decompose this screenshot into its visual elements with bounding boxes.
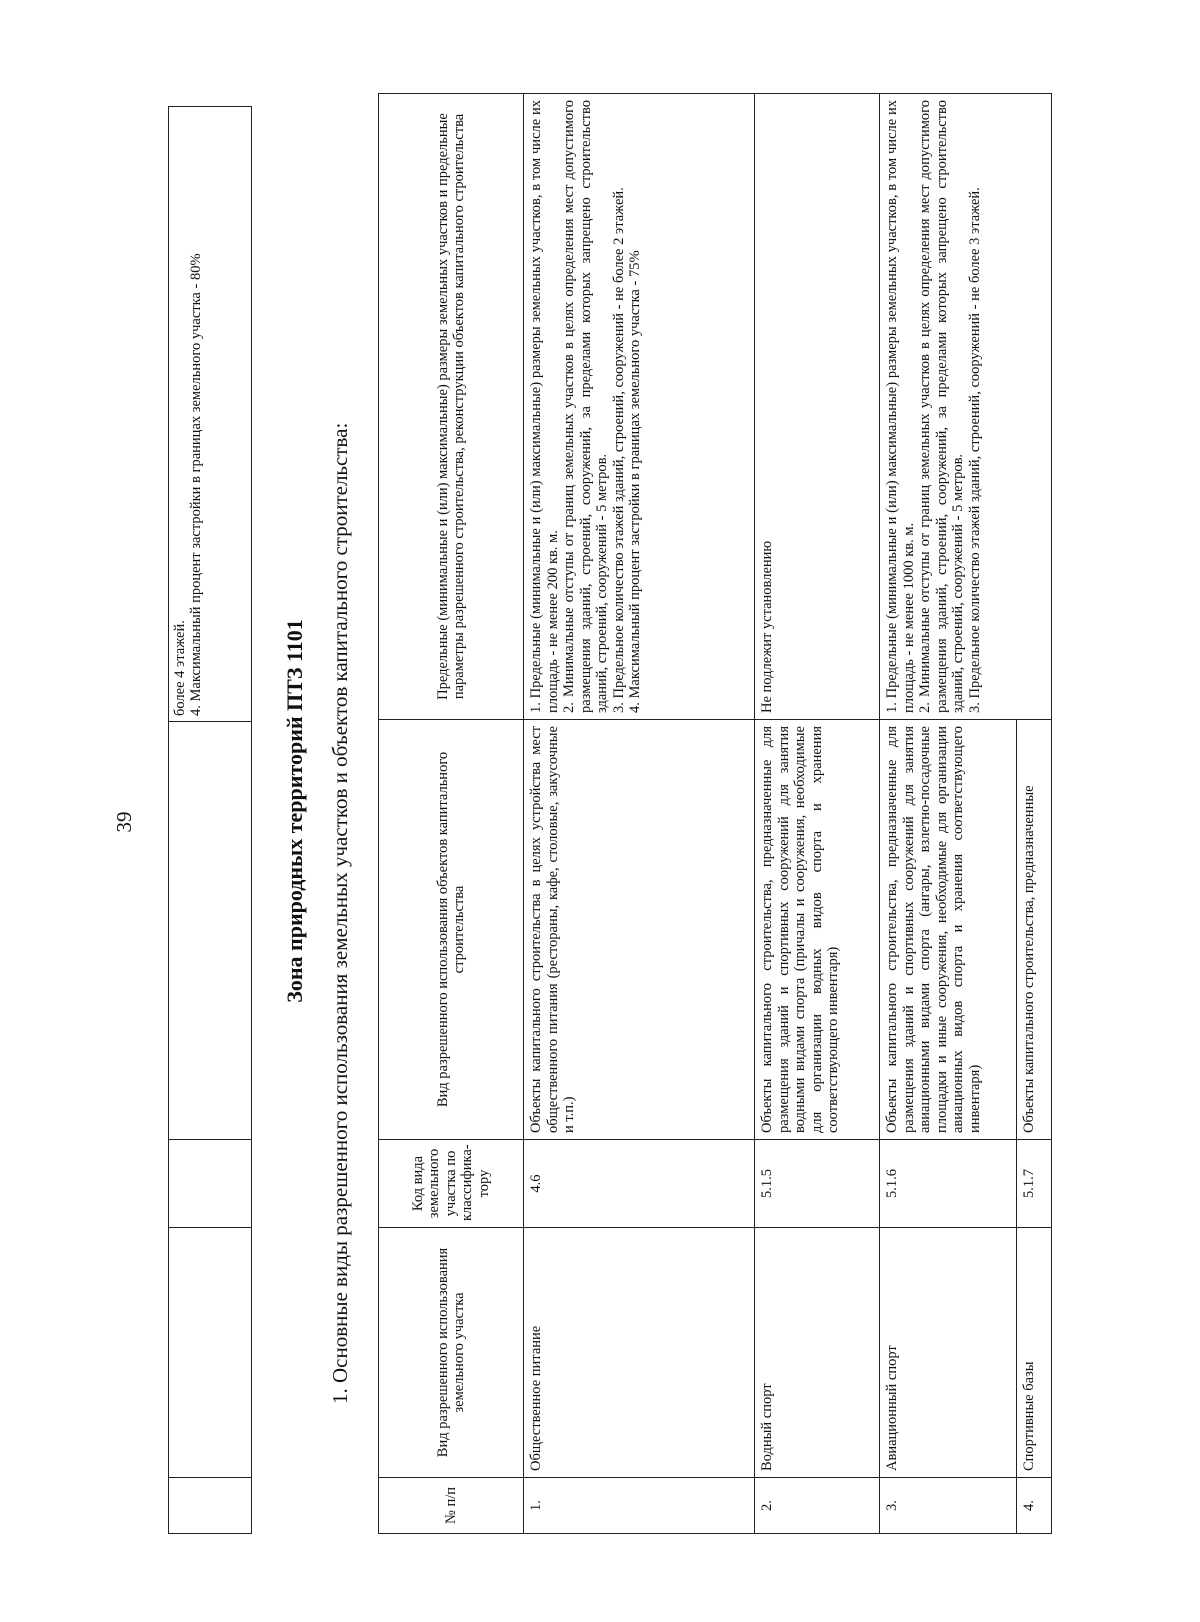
row-building-use: Объекты капитального строительства, предназначенные для размещения зданий и спортивных сооружений для занятия водными видами спорта (причалы и сооружения, необходимые для организации водных видов спорта и хранения соответствующего инвентаря) bbox=[755, 720, 880, 1140]
param-line: 1. Предельные (минимальные и (или) максимальные) размеры земельных участков, в том числе их площадь - не менее 1000 кв. м. bbox=[884, 100, 917, 713]
row-land-use: Водный спорт bbox=[755, 1228, 880, 1478]
cont-cell-land-use bbox=[169, 1228, 252, 1478]
table-row bbox=[524, 94, 755, 1534]
row-land-use: Спортивные базы bbox=[1017, 1228, 1052, 1478]
row-building-use: Объекты капитального строительства, предназначенные bbox=[1017, 720, 1052, 1140]
param-line: 1. Предельные (минимальные и (или) максимальные) размеры земельных участков, в том числе их площадь - не менее 200 кв. м. bbox=[528, 100, 561, 713]
cont-param-line: более 4 этажей. bbox=[172, 620, 188, 716]
row-code: 5.1.5 bbox=[755, 1140, 880, 1228]
row-land-use: Авиационный спорт bbox=[880, 1228, 1017, 1478]
table-row bbox=[880, 94, 1017, 1534]
table-header-row bbox=[379, 94, 524, 1534]
param-line: 2. Минимальные отступы от границ земельных участков в целях определения мест допустимого размещения зданий, строений, сооружений, за пределами которых запрещено строительство зданий, строений, сооружений - 5 метров. bbox=[917, 100, 966, 713]
row-num: 4. bbox=[1017, 1478, 1052, 1534]
row-num: 2. bbox=[755, 1478, 880, 1534]
row-building-use: Объекты капитального строительства в целях устройства мест общественного питания (рестораны, кафе, столовые, закусочные и т.п.) bbox=[524, 720, 755, 1140]
cont-cell-params bbox=[169, 107, 252, 722]
param-line: 2. Минимальные отступы от границ земельных участков в целях определения мест допустимого размещения зданий, строений, сооружений, за пределами которых запрещено строительство зданий, строений, сооружений - 5 метров. bbox=[561, 100, 610, 713]
row-code: 4.6 bbox=[524, 1140, 755, 1228]
zone-title: Зона природных территорий ПТЗ 1101 bbox=[282, 619, 307, 1003]
header-building-use: Вид разрешенного использования объектов капитального строительства bbox=[379, 720, 524, 1140]
row-num: 1. bbox=[524, 1478, 755, 1534]
row-params bbox=[755, 94, 880, 720]
section-heading: 1. Основные виды разрешенного использования земельных участков и объектов капитального строительства: bbox=[328, 422, 352, 1404]
header-land-use: Вид разрешенного использования земельного участка bbox=[379, 1228, 524, 1478]
param-line: Не подлежит установлению bbox=[759, 540, 775, 713]
header-params: Предельные (минимальные и (или) максимальные) размеры земельных участков и предельные параметры разрешенного строительства, реконструкции объектов капитального строительства bbox=[379, 94, 524, 720]
continuation-row bbox=[169, 107, 252, 1534]
page-number: 39 bbox=[112, 811, 136, 833]
row-land-use: Общественное питание bbox=[524, 1228, 755, 1478]
header-num: № п/п bbox=[379, 1478, 524, 1534]
row-params bbox=[524, 94, 755, 720]
row-params bbox=[880, 94, 1052, 720]
cont-cell-building-use bbox=[169, 722, 252, 1140]
row-code: 5.1.6 bbox=[880, 1140, 1017, 1228]
cont-param-line: 4. Максимальный процент застройки в границах земельного участка - 80% bbox=[188, 253, 204, 716]
header-code: Код вида земельного участка по классифика-тору bbox=[379, 1140, 524, 1228]
table-row bbox=[755, 94, 880, 1534]
param-line: 3. Предельное количество этажей зданий, строений, сооружений - не более 3 этажей. bbox=[966, 187, 983, 713]
param-line: 4. Максимальный процент застройки в границах земельного участка - 75% bbox=[627, 250, 643, 713]
continuation-table bbox=[168, 106, 252, 1534]
row-code: 5.1.7 bbox=[1017, 1140, 1052, 1228]
cont-cell-code bbox=[169, 1140, 252, 1228]
row-num: 3. bbox=[880, 1478, 1017, 1534]
land-use-table bbox=[378, 93, 1052, 1534]
cont-cell-num bbox=[169, 1478, 252, 1534]
row-building-use: Объекты капитального строительства, предназначенные для размещения зданий и спортивных сооружений для занятия авиационными видами спорта (ангары, взлетно-посадочные площадки и иные сооружения, необходимые для организации авиационных видов спорта и хранения соответствующего инвентаря) bbox=[880, 720, 1017, 1140]
param-line: 3. Предельное количество этажей зданий, строений, сооружений - не более 2 этажей. bbox=[610, 187, 627, 713]
